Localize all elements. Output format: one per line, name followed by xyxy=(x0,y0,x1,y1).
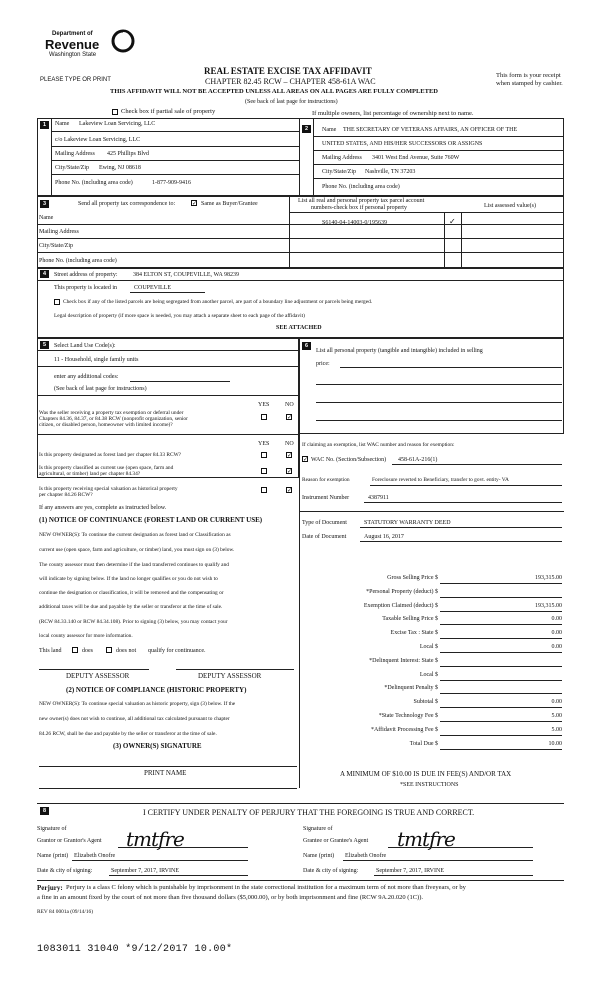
calc-row-line xyxy=(440,652,562,653)
continuance-line2: current use (open space, farm and agriculture, or timber) land, you must sign on (3) below. xyxy=(39,547,235,553)
if-yes-note: If any answers are yes, complete as instructed below. xyxy=(39,505,167,511)
qualify-label: qualify for continuance. xyxy=(148,648,206,654)
seller-name[interactable]: Lakeview Loan Servicing, LLC xyxy=(79,121,156,127)
calc-row-label: *Delinquent Interest: State $ xyxy=(369,657,438,664)
q-current-no-checkbox[interactable]: ✓ xyxy=(287,468,293,475)
calc-row-label: *State Technology Fee $ xyxy=(378,713,438,719)
parcel-header-1: List all real and personal property tax parcel account xyxy=(298,198,425,204)
seller-phone-label: Phone No. (including area code) xyxy=(55,180,133,186)
revenue-swirl-icon xyxy=(110,28,136,54)
calc-row-line xyxy=(440,749,562,750)
calc-row-value[interactable]: 5.00 xyxy=(551,726,562,733)
calc-row-line xyxy=(440,721,562,722)
section-3-badge: 3 xyxy=(40,200,49,208)
grantee-date-label: Date & city of signing: xyxy=(303,868,359,874)
calc-row-label: Local $ xyxy=(419,644,438,650)
same-as-buyer-checkbox[interactable]: ✓ xyxy=(192,200,198,207)
q-historic-line1: Is this property receiving special valuation as historical property xyxy=(39,486,178,492)
buyer-name-label: Name xyxy=(322,127,337,133)
buyer-phone-label: Phone No. (including area code) xyxy=(322,184,400,190)
q-seller-no-checkbox[interactable]: ✓ xyxy=(287,414,293,421)
buyer-name-line2[interactable]: UNITED STATES, AND HIS/HER SUCCESSORS OR ASSIGNS xyxy=(322,141,483,147)
instrument-label: Instrument Number xyxy=(302,495,350,501)
seller-name-label: Name xyxy=(55,121,70,127)
buyer-mail[interactable]: 3401 West End Avenue, Suite 760W xyxy=(372,155,460,161)
continuance-line5: continue the designation or classification, it will be removed and the compensating or xyxy=(39,590,224,596)
calc-row-label: *Delinquent Penalty $ xyxy=(384,685,438,692)
see-back-instructions: (See back of last page for instructions) xyxy=(245,99,338,105)
does-not-checkbox[interactable] xyxy=(106,647,112,653)
calc-row-label: Subtotal $ xyxy=(413,699,438,706)
doc-type-label: Type of Document xyxy=(302,520,347,526)
q-historic-line2: per chapter 84.26 RCW? xyxy=(39,492,93,498)
calc-row-value[interactable]: 0.00 xyxy=(551,644,562,650)
compliance-line3: 84.26 RCW, shall be due and payable by the seller or transferor at the time of sale. xyxy=(39,731,217,737)
section-6-badge: 6 xyxy=(302,342,311,350)
section-8-badge: 8 xyxy=(40,807,49,815)
grantor-name[interactable]: Elizabeth Onofre xyxy=(74,853,116,859)
calc-row-value[interactable]: 0.00 xyxy=(551,630,562,637)
grantor-date[interactable]: September 7, 2017, IRVINE xyxy=(111,868,180,874)
street-address[interactable]: 384 ELTON ST, COUPEVILLE, WA 98239 xyxy=(133,272,239,278)
located-label: This property is located in xyxy=(54,285,117,291)
calc-row-line xyxy=(440,611,562,612)
does-checkbox[interactable] xyxy=(72,647,78,653)
grantee-agent-label: Grantee or Grantee's Agent xyxy=(303,838,369,844)
personal-property-line2: price: xyxy=(316,361,330,367)
additional-codes-label: enter any additional codes: xyxy=(54,374,119,380)
cashier-stamp: 1083011 31040 *9/12/2017 10.00* xyxy=(37,944,233,955)
continuance-line1: NEW OWNER(S): To continue the current designation as forest land or Classification as xyxy=(39,532,231,538)
q-historic-yes-checkbox[interactable] xyxy=(261,487,267,493)
yes-header-2: YES xyxy=(258,441,270,447)
q-historic-no-checkbox[interactable]: ✓ xyxy=(287,487,293,494)
calc-row-line xyxy=(440,735,562,736)
tax-corr-phone-label: Phone No. (including area code) xyxy=(39,258,117,264)
calc-row-value[interactable]: 0.00 xyxy=(551,699,562,706)
grantee-date[interactable]: September 7, 2017, IRVINE xyxy=(376,868,445,874)
q-seller-line3: citizen, or disabled person, homeowner with limited income)? xyxy=(39,422,173,428)
buyer-name[interactable]: THE SECRETARY OF VETERANS AFFAIRS, AN OFFICER OF THE xyxy=(343,127,518,133)
certify-statement: I CERTIFY UNDER PENALTY OF PERJURY THAT THE FOREGOING IS TRUE AND CORRECT. xyxy=(143,808,475,817)
logo-dept-line1: Department of xyxy=(52,31,93,37)
q-seller-yes-checkbox[interactable] xyxy=(261,414,267,420)
calc-row-value[interactable]: 193,315.00 xyxy=(535,575,562,581)
grantee-name-label: Name (print) xyxy=(303,853,335,859)
deputy-assessor-left: DEPUTY ASSESSOR xyxy=(66,672,130,680)
partial-sale-checkbox[interactable] xyxy=(112,109,118,115)
revenue-logo xyxy=(40,30,140,66)
assessed-header: List assessed value(s) xyxy=(484,203,536,209)
seller-name-line2[interactable]: c/o Lakeview Loan Servicing, LLC xyxy=(55,137,141,143)
perjury-line1: Perjury is a class C felony which is punishable by imprisonment in the state correctional institution for a maximum term of not more than fiveyears, or by xyxy=(66,884,466,891)
calc-row-label: Taxable Selling Price $ xyxy=(382,616,438,623)
q-current-line1: Is this property classified as current use (open space, farm and xyxy=(39,465,174,471)
compliance-title: (2) NOTICE OF COMPLIANCE (HISTORIC PROPERTY) xyxy=(66,686,247,694)
see-attached: SEE ATTACHED xyxy=(276,325,322,331)
same-as-buyer-label: Same as Buyer/Grantee xyxy=(201,201,258,207)
partial-sale-label: Check box if partial sale of property xyxy=(121,108,216,115)
buyer-city[interactable]: Nashville, TN 37203 xyxy=(365,169,416,175)
located-city[interactable]: COUPEVILLE xyxy=(134,285,171,291)
q-current-line2: agricultural, or timber) land per chapter 84.34? xyxy=(39,471,141,477)
grantee-signature[interactable]: tmtfre xyxy=(397,827,455,851)
tax-corr-name-label: Name xyxy=(39,215,54,221)
does-not-label: does not xyxy=(116,648,137,654)
wac-number[interactable]: 458-61A-216(1) xyxy=(398,457,438,463)
grantor-agent-label: Grantor or Grantor's Agent xyxy=(37,838,102,844)
q-seller-line1: Was the seller receiving a property tax exemption or deferral under xyxy=(39,410,184,416)
q-seller-line2: Chapters 84.36, 84.37, or 84.38 RCW (nonprofit organization, senior xyxy=(39,416,188,422)
calc-row-line xyxy=(440,666,562,667)
seller-city-label: City/State/Zip xyxy=(55,165,89,171)
no-header-1: NO xyxy=(285,402,294,408)
calc-row-line xyxy=(440,707,562,708)
calc-row-line xyxy=(440,624,562,625)
tax-corr-city-label: City/State/Zip xyxy=(39,243,73,249)
calc-row-value[interactable]: 10.00 xyxy=(548,740,562,747)
perjury-line2: a fine in an amount fixed by the court of not more than five thousand dollars ($5,000.00), or by both imprisonment and fine (RCW 9A.20.020 (1C)). xyxy=(37,894,424,901)
q-current-yes-checkbox[interactable] xyxy=(261,468,267,474)
does-label: does xyxy=(82,648,93,654)
receipt-line2: when stamped by cashier. xyxy=(496,80,563,87)
section-2-badge: 2 xyxy=(302,125,311,133)
this-land-label: This land xyxy=(39,648,62,654)
street-label: Street address of property: xyxy=(54,272,118,278)
continuance-line3: The county assessor must then determine if the land transferred continues to qualify and xyxy=(39,562,229,568)
seller-phone[interactable]: 1-877-909-9416 xyxy=(152,180,191,186)
grantor-signature[interactable]: tmtfre xyxy=(126,827,184,851)
q-forest-yes-checkbox[interactable] xyxy=(261,452,267,458)
seller-mail-label: Mailing Address xyxy=(55,151,95,157)
land-use-see-back: (See back of last page for instructions) xyxy=(54,386,147,392)
calc-row-label: Gross Selling Price $ xyxy=(387,575,438,581)
logo-dept-line3: Washington State xyxy=(49,52,97,58)
compliance-line1: NEW OWNER(S): To continue special valuation as historic property, sign (3) below. If the xyxy=(39,701,236,707)
calc-row-line xyxy=(440,597,562,598)
calc-row-value[interactable]: 193,315.00 xyxy=(535,602,562,609)
instrument-number[interactable]: 4387911 xyxy=(368,495,389,501)
yes-header-1: YES xyxy=(258,402,270,408)
reason-value[interactable]: Foreclosure reverted to Beneficiary, transfer to govt. entity- VA xyxy=(372,477,509,483)
logo-dept-line2: Revenue xyxy=(45,37,100,52)
buyer-city-label: City/State/Zip xyxy=(322,169,356,175)
seller-city[interactable]: Ewing, NJ 08618 xyxy=(99,165,141,171)
continuance-line7: (RCW 84.33.140 or RCW 84.34.108). Prior to signing (3) below, you may contact your xyxy=(39,619,228,625)
tax-corr-text: Send all property tax correspondence to: xyxy=(78,201,176,207)
section-4-badge: 4 xyxy=(40,270,49,278)
segregated-checkbox[interactable] xyxy=(54,299,60,305)
parcel-number[interactable]: S6140-04-14003-0/195639 xyxy=(322,220,387,226)
section-1-badge: 1 xyxy=(40,121,49,129)
revision-code: REV 84 0001a (09/14/16) xyxy=(37,909,94,915)
please-type: PLEASE TYPE OR PRINT xyxy=(40,77,111,83)
form-title: REAL ESTATE EXCISE TAX AFFIDAVIT xyxy=(204,66,372,76)
calc-row-value[interactable]: 0.00 xyxy=(551,616,562,623)
form-warning: THIS AFFIDAVIT WILL NOT BE ACCEPTED UNLESS ALL AREAS ON ALL PAGES ARE FULLY COMPLETED xyxy=(110,88,438,95)
compliance-line2: new owner(s) does not wish to continue, all additional tax calculated pursuant to chapter xyxy=(39,716,230,722)
owner-signature-title: (3) OWNER(S) SIGNATURE xyxy=(113,742,202,750)
legal-description: Legal description of property (if more space is needed, you may attach a separate sheet to each page of the affidavit) xyxy=(54,313,305,319)
wac-label: WAC No. (Section/Subsection) xyxy=(311,457,387,463)
doc-date-label: Date of Document xyxy=(302,534,347,540)
exemption-checkbox[interactable]: ✓ xyxy=(303,456,309,463)
land-use-select-label: Select Land Use Code(s): xyxy=(54,343,116,349)
tax-corr-mail-label: Mailing Address xyxy=(39,229,79,235)
personal-property-line1: List all personal property (tangible and intangible) included in selling xyxy=(316,348,483,354)
calc-row-label: *Affidavit Processing Fee $ xyxy=(370,726,438,733)
seller-mail[interactable]: 425 Phillips Blvd xyxy=(107,151,150,157)
doc-date[interactable]: August 16, 2017 xyxy=(364,534,404,540)
grantor-date-label: Date & city of signing: xyxy=(37,868,93,874)
grantee-sig-label: Signature of xyxy=(303,826,333,832)
calc-row-line xyxy=(440,693,562,694)
continuance-line6: additional taxes will be due and payable by the seller or transferor at the time of sale. xyxy=(39,604,223,610)
see-instructions-note: *SEE INSTRUCTIONS xyxy=(400,782,459,788)
q-forest: Is this property designated as forest land per chapter 84.33 RCW? xyxy=(39,452,182,458)
grantee-name[interactable]: Elizabeth Onofre xyxy=(345,853,387,859)
form-chapter: CHAPTER 82.45 RCW – CHAPTER 458-61A WAC xyxy=(205,77,376,86)
deputy-assessor-right: DEPUTY ASSESSOR xyxy=(198,672,262,680)
calc-row-line xyxy=(440,583,562,584)
calc-row-line xyxy=(440,680,562,681)
segregated-label: Check box if any of the listed parcels are being segregated from another parcel, are part of a boundary line adjustment or parcels being merged. xyxy=(63,299,373,305)
continuance-line4: will indicate by signing below. If the land no longer qualifies or you do not wish to xyxy=(39,576,218,582)
perjury-label: Perjury: xyxy=(37,884,63,892)
reason-label: Reason for exemption xyxy=(302,477,350,483)
continuance-line8: local county assessor for more information. xyxy=(39,633,133,639)
doc-type[interactable]: STATUTORY WARRANTY DEED xyxy=(364,520,451,526)
exemption-claim-label: If claiming an exemption, list WAC number and reason for exemption: xyxy=(302,442,455,448)
calc-row-line xyxy=(440,638,562,639)
minimum-due-note: A MINIMUM OF $10.00 IS DUE IN FEE(S) AND/OR TAX xyxy=(340,770,512,778)
tax-calculation xyxy=(300,575,564,755)
grantor-sig-label: Signature of xyxy=(37,826,67,832)
continuance-title: (1) NOTICE OF CONTINUANCE (FOREST LAND OR CURRENT USE) xyxy=(39,516,263,524)
calc-row-label: Local $ xyxy=(419,671,438,678)
no-header-2: NO xyxy=(285,441,294,447)
multiple-owners-note: If multiple owners, list percentage of ownership next to name. xyxy=(312,110,474,117)
q-forest-no-checkbox[interactable]: ✓ xyxy=(287,452,293,459)
calc-row-label: Total Due $ xyxy=(409,740,438,747)
parcel-header-2: numbers-check box if personal property xyxy=(311,205,407,211)
calc-row-label: Excise Tax : State $ xyxy=(390,630,438,637)
print-name-label: PRINT NAME xyxy=(144,769,187,777)
parcel-checkmark-icon: ✓ xyxy=(449,217,456,226)
calc-row-label: Exemption Claimed (deduct) $ xyxy=(363,602,438,609)
land-use-code[interactable]: 11 - Household, single family units xyxy=(54,357,139,363)
buyer-mail-label: Mailing Address xyxy=(322,155,362,161)
grantor-name-label: Name (print) xyxy=(37,853,69,859)
calc-row-value[interactable]: 5.00 xyxy=(551,713,562,719)
calc-row-label: *Personal Property (deduct) $ xyxy=(366,588,438,595)
section-5-badge: 5 xyxy=(40,341,49,349)
receipt-line1: This form is your receipt xyxy=(496,72,561,79)
